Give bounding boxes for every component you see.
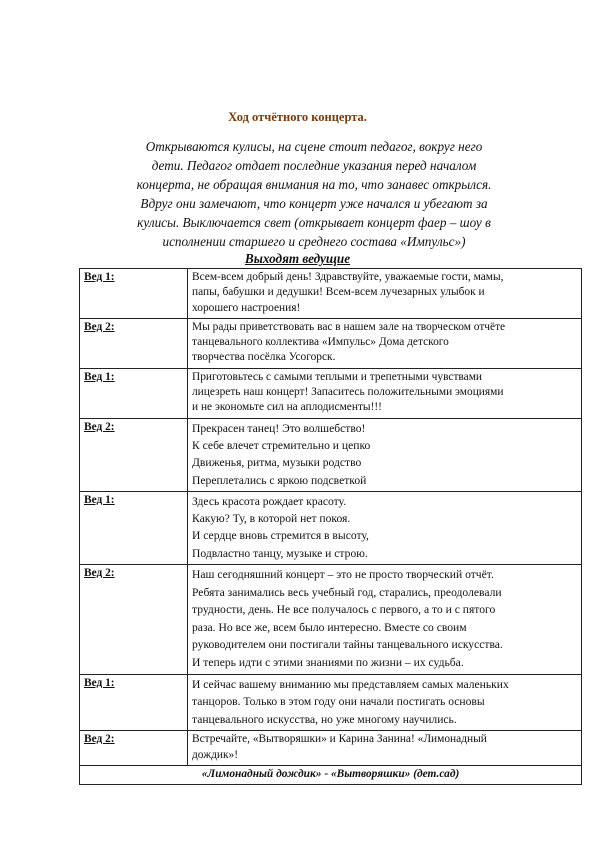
speech-line: И сейчас вашему вниманию мы представляем самых маленьких (192, 677, 509, 691)
table-row (80, 368, 582, 418)
speech-line: Здесь красота рождает красоту. (192, 494, 347, 508)
speech-cell (188, 565, 582, 675)
speech-line: трудности, день. Не все получалось с первого, а то и с пятого (192, 603, 496, 617)
speech-line: Наш сегодняшний концерт – это не просто творческий отчёт. (192, 568, 494, 582)
speech-line: Какую? Ту, в которой нет покоя. (192, 512, 351, 526)
speech-line: Ребята занимались весь учебный год, старались, преодолевали (192, 585, 502, 599)
speech-line: Всем-всем добрый день! Здравствуйте, уважаемые гости, мамы, (192, 271, 504, 283)
speech-line: И теперь идти с этими знаниями по жизни – их судьба. (192, 656, 464, 670)
speech-line: хорошего настроения! (192, 301, 301, 314)
speech-line: Встречайте, «Вытворяшки» и Карина Занина! «Лимонадный (192, 733, 487, 746)
speaker-cell: Вед 1: (80, 491, 188, 564)
speech-line: Переплетались с яркою подсветкой (192, 473, 367, 487)
speaker-cell: Вед 2: (80, 565, 188, 675)
speaker-cell: Вед 1: (80, 368, 188, 418)
intro-line: Открываются кулисы, на сцене стоит педагог, вокруг него (145, 139, 483, 154)
section-subheading: Выходят ведущие (244, 251, 351, 266)
speaker-cell: Вед 1: (80, 674, 188, 731)
speaker-cell: Вед 2: (80, 731, 188, 766)
speech-cell (188, 674, 582, 731)
table-row (80, 318, 582, 368)
intro-line: исполнении старшего и среднего состава «Импульс») (162, 234, 466, 249)
finale-cell: «Лимонадный дождик» - «Вытворяшки» (дет.сад) (80, 765, 582, 784)
speech-line: танцевального коллектива «Импульс» Дома детского (192, 336, 449, 349)
speech-cell (188, 318, 582, 368)
table-row (80, 731, 582, 766)
table-row (80, 674, 582, 731)
speech-line: дождик»! (192, 748, 238, 761)
document-title: Ход отчётного концерта. (228, 110, 367, 124)
speech-line: Подвластно танцу, музыке и строю. (192, 546, 368, 560)
speech-cell (188, 731, 582, 766)
speech-line: И сердце вновь стремится в высоту, (192, 529, 369, 543)
intro-line: дети. Педагог отдает последние указания перед началом (151, 158, 477, 173)
speech-line: раза. Но все же, всем было интересно. Вместе со своим (192, 620, 467, 634)
speech-line: танцоров. Только в этом году они начали постигать основы (192, 695, 485, 709)
speech-line: К себе влечет стремительно и цепко (192, 438, 371, 452)
table-row (80, 765, 582, 784)
speech-cell (188, 368, 582, 418)
speech-line: папы, бабушки и дедушки! Всем-всем лучезарных улыбок и (192, 286, 485, 299)
speech-line: Прекрасен танец! Это волшебство! (192, 421, 366, 435)
speech-line: творчества посёлка Усогорск. (192, 351, 336, 364)
intro-line: Вдруг они замечают, что концерт уже начался и убегают за (140, 196, 488, 211)
speech-cell (188, 418, 582, 491)
script-table (79, 268, 582, 785)
speaker-cell: Вед 2: (80, 418, 188, 491)
table-row (80, 269, 582, 319)
speaker-cell: Вед 2: (80, 318, 188, 368)
speech-line: руководителем они постигали тайны танцевального искусства. (192, 638, 503, 652)
speech-cell (188, 491, 582, 564)
speech-line: танцевального искусства, но уже многому научились. (192, 712, 457, 726)
table-row (80, 565, 582, 675)
table-row (80, 491, 582, 564)
speech-line: Мы рады приветствовать вас в нашем зале на творческом отчёте (192, 320, 506, 333)
intro-line: концерта, не обращая внимания на то, что занавес открылся. (136, 177, 492, 192)
speech-line: Движенья, ритма, музыки родство (192, 456, 362, 470)
speech-line: Приготовьтесь с самыми теплыми и трепетными чувствами (192, 370, 483, 383)
speaker-cell: Вед 1: (80, 269, 188, 319)
speech-line: лицезреть наш концерт! Запаситесь положительными эмоциями (192, 386, 504, 399)
table-row (80, 418, 582, 491)
speech-line: и не экономьте сил на аплодисменты!!! (192, 401, 382, 414)
intro-paragraph (88, 137, 540, 251)
intro-line: кулисы. Выключается свет (открывает концерт фаер – шоу в (137, 215, 491, 230)
speech-cell (188, 269, 582, 319)
